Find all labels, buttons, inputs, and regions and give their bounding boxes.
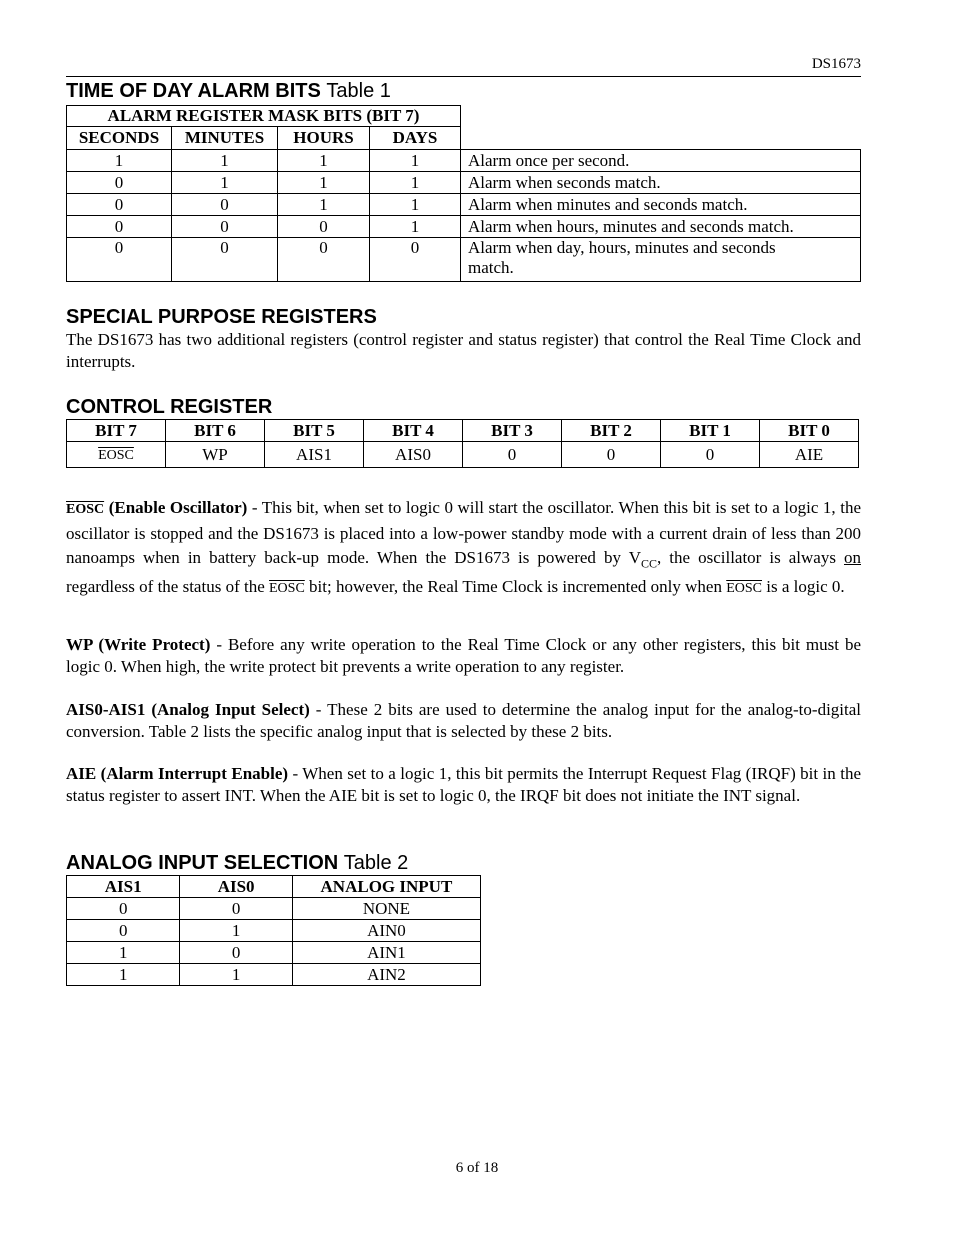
bit-value: 0 (463, 442, 562, 468)
alarm-description: Alarm once per second. (461, 150, 861, 172)
blank-cell (461, 106, 861, 127)
control-register-title: CONTROL REGISTER (66, 396, 273, 418)
analog-section-title (66, 852, 408, 874)
bit-value: WP (166, 442, 265, 468)
bit-header: BIT 7 (67, 420, 166, 442)
eosc-term: EOSC (66, 502, 105, 517)
alarm-group-header: ALARM REGISTER MASK BITS (BIT 7) (67, 106, 461, 127)
wp-paragraph (66, 634, 861, 677)
alarm-col-header: SECONDS (67, 127, 172, 150)
bit-header: BIT 1 (661, 420, 760, 442)
ais-text: - These 2 bits are used to determine the analog input for the analog-to-digital conversion. Table 2 lists the specific analog input that is selected by these 2 bits. (66, 700, 862, 741)
aie-paragraph (66, 763, 861, 806)
analog-col-header: AIS0 (180, 876, 292, 898)
table-cell: 0 (67, 216, 172, 238)
table-cell: 0 (278, 238, 370, 282)
special-registers-title: SPECIAL PURPOSE REGISTERS (66, 306, 377, 328)
bit-value: 0 (661, 442, 760, 468)
eosc-term: EOSC (269, 581, 305, 597)
table-cell: NONE (292, 898, 480, 920)
analog-table-label: Table 2 (343, 852, 409, 874)
table-cell: 0 (278, 216, 370, 238)
wp-text: - Before any write operation to the Real Time Clock or any other registers, this bit must be logic 0. When high, the write protect bit prevents a write operation to any register. (66, 635, 861, 676)
alarm-description: Alarm when hours, minutes and seconds match. (461, 216, 861, 238)
alarm-col-header: HOURS (278, 127, 370, 150)
alarm-col-header: DAYS (370, 127, 461, 150)
table-cell: 0 (172, 238, 278, 282)
ais-bold: AIS0-AIS1 (Analog Input Select) (66, 700, 310, 719)
table-cell: 1 (370, 172, 461, 194)
table-cell: AIN1 (292, 942, 480, 964)
alarm-title-text: TIME OF DAY ALARM BITS (66, 80, 321, 102)
wp-bold: WP (Write Protect) (66, 635, 211, 654)
table-cell: 0 (67, 194, 172, 216)
bit-header: BIT 5 (265, 420, 364, 442)
eosc-bold: (Enable Oscillator) (108, 498, 248, 517)
table-cell: 0 (172, 194, 278, 216)
blank-cell (461, 127, 861, 150)
table-row (67, 964, 481, 986)
table-cell: 0 (67, 238, 172, 282)
bit-header: BIT 6 (166, 420, 265, 442)
bit-header: BIT 0 (760, 420, 859, 442)
document-id: DS1673 (811, 56, 861, 72)
bit-header: BIT 4 (364, 420, 463, 442)
special-registers-body: The DS1673 has two additional registers (control register and status register) that control the Real Time Clock and interrupts. (66, 330, 861, 371)
table-cell: 1 (370, 216, 461, 238)
control-register-table (66, 419, 859, 468)
table-cell: 1 (172, 172, 278, 194)
table-cell: AIN0 (292, 920, 480, 942)
table-cell: 0 (370, 238, 461, 282)
table-cell: 1 (370, 194, 461, 216)
analog-title-text: ANALOG INPUT SELECTION (66, 852, 339, 874)
eosc-text: bit; however, the Real Time Clock is incremented only when (304, 577, 727, 597)
eosc-paragraph (66, 496, 861, 601)
eosc-underlined: on (844, 548, 861, 567)
table-cell: 1 (180, 920, 292, 942)
vcc-subscript: CC (640, 556, 657, 571)
table-row (67, 216, 861, 238)
table-row (67, 898, 481, 920)
analog-col-header: AIS1 (67, 876, 180, 898)
aie-text: - When set to a logic 1, this bit permits the Interrupt Request Flag (IRQF) bit in the status register to assert INT. When the AIE bit is set to logic 0, the IRQF bit does not initiate the INT signal. (66, 764, 861, 805)
table-row (67, 194, 861, 216)
page-number: 6 of 18 (455, 1160, 499, 1176)
eosc-term: EOSC (726, 581, 763, 597)
bit-header: BIT 3 (463, 420, 562, 442)
table-cell: 1 (370, 150, 461, 172)
table-cell: 0 (180, 898, 292, 920)
bit-value: AIS1 (265, 442, 364, 468)
table-cell: AIN2 (292, 964, 480, 986)
table-cell: 0 (67, 920, 180, 942)
table-cell: 1 (180, 964, 292, 986)
table-cell: 1 (278, 194, 370, 216)
table-cell: 1 (278, 172, 370, 194)
table-cell: 1 (67, 942, 180, 964)
header-rule (66, 76, 861, 77)
ais-paragraph (66, 699, 861, 742)
aie-bold: AIE (Alarm Interrupt Enable) (66, 764, 289, 783)
alarm-section-title (66, 80, 391, 102)
eosc-text: , the oscillator is always (657, 548, 844, 567)
alarm-table-label: Table 1 (326, 80, 391, 102)
bit-value: EOSC (98, 447, 134, 463)
table-cell: 0 (180, 942, 292, 964)
analog-col-header: ANALOG INPUT (292, 876, 480, 898)
table-cell: 1 (67, 150, 172, 172)
alarm-description: Alarm when day, hours, minutes and seconds match. (461, 238, 861, 282)
alarm-col-header: MINUTES (172, 127, 278, 150)
eosc-text: - This bit, when set to logic 0 will start the oscillator. When this bit is set to a logic 1, the oscillator is stopped and the DS1673 is placed into a low-power standby mode with a current drain of less than 200 nanoamps when in battery back-up mode. When the DS1673 is powered by V (66, 498, 862, 567)
table-cell: 1 (67, 964, 180, 986)
eosc-text: regardless of the status of the (66, 577, 269, 597)
table-cell: 0 (172, 216, 278, 238)
analog-input-table (66, 875, 481, 986)
table-row (67, 238, 861, 282)
table-cell: 1 (172, 150, 278, 172)
table-row (67, 920, 481, 942)
alarm-description: Alarm when minutes and seconds match. (461, 194, 861, 216)
table-row (67, 150, 861, 172)
eosc-text: is a logic 0. (762, 577, 845, 597)
alarm-description: Alarm when seconds match. (461, 172, 861, 194)
table-row (67, 172, 861, 194)
bit-header: BIT 2 (562, 420, 661, 442)
table-cell: 0 (67, 898, 180, 920)
bit-value: 0 (562, 442, 661, 468)
alarm-bits-table (66, 105, 861, 282)
table-cell: 1 (278, 150, 370, 172)
table-row (67, 942, 481, 964)
bit-value: AIS0 (364, 442, 463, 468)
bit-value: AIE (760, 442, 859, 468)
table-cell: 0 (67, 172, 172, 194)
